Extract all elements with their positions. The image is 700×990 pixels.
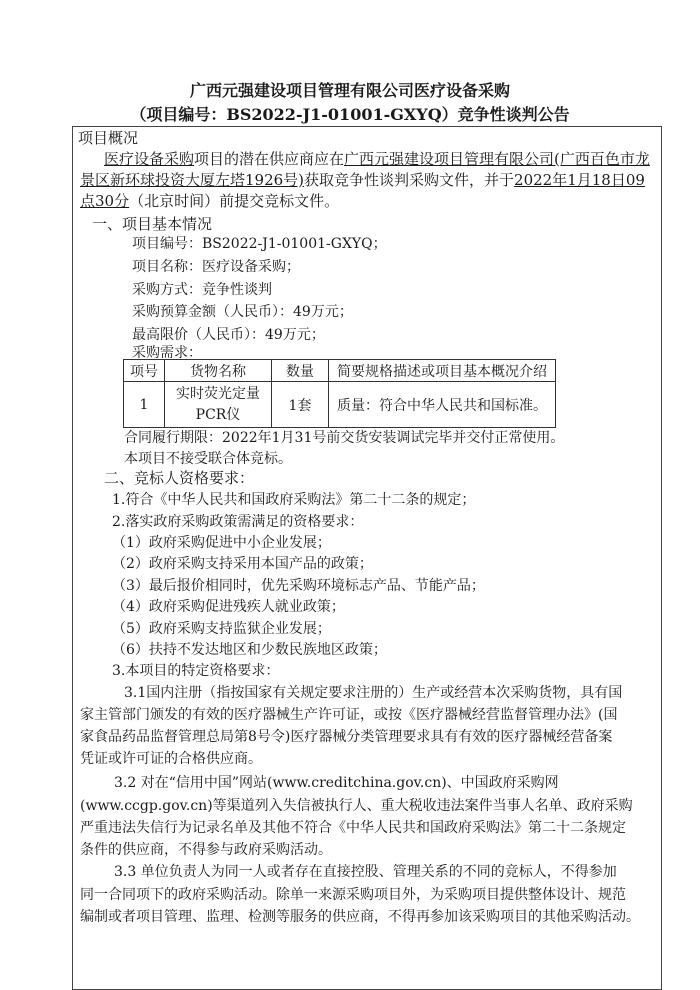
requirement-3-1: 3.1国内注册（指按国家有关规定要求注册的）生产或经营本次采购货物，具有国 [124,685,623,701]
project-number: 项目编号：BS2022-J1-01001-GXYQ； [132,236,387,252]
table-cell: 1套 [272,382,329,428]
table-header: 简要规格描述或项目基本概况介绍 [329,360,556,382]
policy-item: （6）扶持不发达地区和少数民族地区政策； [112,642,387,658]
requirement-3-2: 严重违法失信行为记录名单及其他不符合《中华人民共和国政府采购法》第二十二条规定 [80,820,626,836]
purchase-method: 采购方式：竞争性谈判 [132,282,272,298]
overview-address: 景区新环球投资大厦左塔1926号) [80,171,305,189]
overview-time: 点30分 [80,192,130,210]
requirement-3-1: 凭证或许可证的合格供应商。 [80,751,262,767]
requirement-3-2: (www.ccgp.gov.cn)等渠道列入失信被执行人、重大税收违法案件当事人名单、政府采购 [80,798,633,814]
policy-item: （2）政府采购支持采用本国产品的政策； [112,556,373,572]
policy-item: （4）政府采购促进残疾人就业政策； [112,599,345,615]
goods-name-line1: 实时荧光定量 [176,385,260,402]
section2-heading: 二、竞标人资格要求： [104,469,255,487]
qualification-item-1: 1.符合《中华人民共和国政府采购法》第二十二条的规定； [112,492,476,508]
requirement-3-1: 家食品药品监督管理总局第8号令)医疗器械分类管理要求具有有效的医疗器械经营备案 [80,729,613,745]
requirement-3-1: 家主管部门颁发的有效的医疗器械生产许可证，或按《医疗器械经营监督管理办法》(国 [80,707,618,723]
table-header-row [124,360,556,382]
table-cell: 1 [124,382,165,428]
document-subtitle: （项目编号：BS2022-J1-01001-GXYQ）竞争性谈判公告 [130,105,570,124]
overview-project-name: 医疗设备采购 [104,150,195,168]
policy-item: （3）最后报价相同时，优先采购环境标志产品、节能产品； [112,578,485,594]
overview-text: 获取竞争性谈判采购文件，并于 [304,171,515,189]
overview-date: 2022年1月18日09 [514,171,645,189]
qualification-item-2: 2.落实政府采购政策需满足的资格要求： [112,514,364,530]
table-header: 项号 [124,360,165,382]
policy-item: （1）政府采购促进中小企业发展； [112,535,331,551]
overview-line-3 [80,191,339,211]
requirement-3-2: 3.2 对在“信用中国”网站(www.creditchina.gov.cn)、中国政府采购网 [114,775,559,791]
project-name: 项目名称：医疗设备采购； [132,259,300,275]
requirement-label: 采购需求： [132,345,202,361]
table-header: 货物名称 [165,360,272,382]
policy-item: （5）政府采购支持监狱企业发展； [112,621,331,637]
no-consortium: 本项目不接受联合体竞标。 [124,451,292,467]
section1-heading: 一、项目基本情况 [92,215,213,233]
requirement-3-3: 3.3 单位负责人为同一人或者存在直接控股、管理关系的不同的竞标人，不得参加 [114,864,617,880]
table-cell [165,382,272,428]
overview-line-1 [104,149,650,169]
requirement-3-3: 编制或者项目管理、监理、检测等服务的供应商，不得再参加该采购项目的其他采购活动。 [80,909,640,925]
overview-heading: 项目概况 [78,129,139,147]
max-price: 最高限价（人民币）：49万元； [132,327,325,343]
overview-text: 项目的潜在供应商应在 [194,150,345,168]
qualification-item-3: 3.本项目的特定资格要求： [112,663,280,679]
requirement-3-3: 同一合同项下的政府采购活动。除单一来源采购项目外，为采购项目提供整体设计、规范 [80,887,626,903]
table-cell: 质量：符合中华人民共和国标准。 [329,382,556,428]
document-title: 广西元强建设项目管理有限公司医疗设备采购 [189,81,510,100]
budget-amount: 采购预算金额（人民币）：49万元； [132,304,353,320]
goods-name-line2: PCR仪 [195,406,241,423]
overview-text: （北京时间）前提交竞标文件。 [129,192,340,210]
contract-deadline: 合同履行期限：2022年1月31号前交货安装调试完毕并交付正常使用。 [124,430,565,446]
requirement-table [123,359,556,428]
overview-line-2 [80,170,645,190]
table-row [124,382,556,428]
requirement-3-2: 条件的供应商，不得参与政府采购活动。 [80,842,332,858]
table-header: 数量 [272,360,329,382]
overview-agency: 广西元强建设项目管理有限公司(广西百色市龙 [344,150,650,168]
